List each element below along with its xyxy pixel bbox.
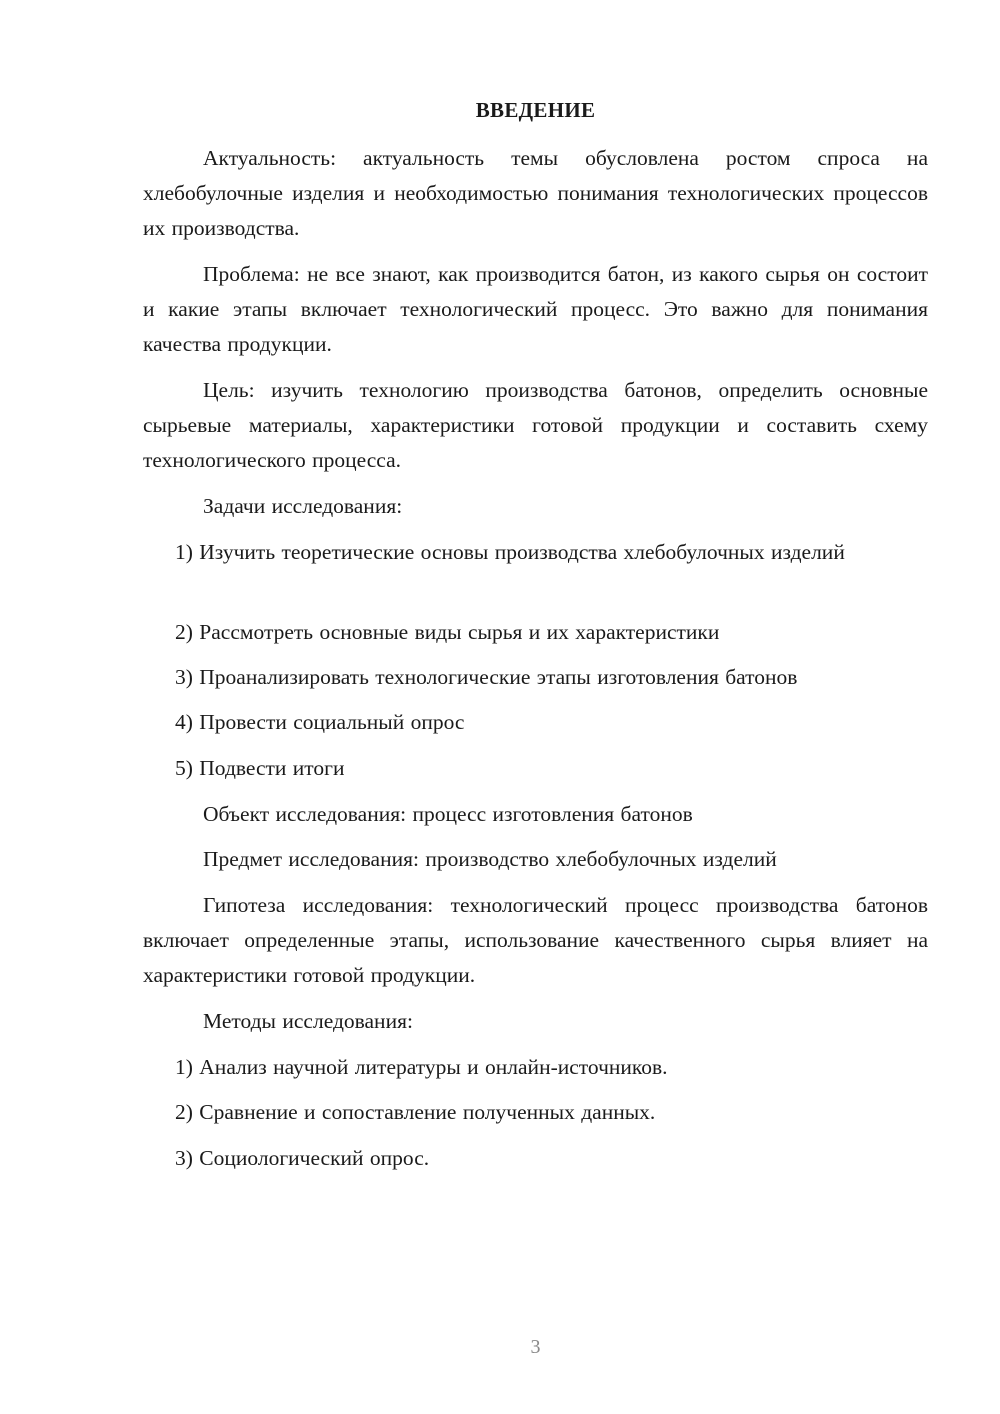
task-item-1: 1) Изучить теоретические основы производства хлебобулочных изделий (175, 540, 845, 564)
task-item-3: 3) Проанализировать технологические этапы изготовления батонов (175, 665, 798, 689)
goal-paragraph: Цель: изучить технологию производства батонов, определить основные сырьевые материалы, характеристики готовой продукции и составить схему технологического процесса. (143, 378, 928, 472)
task-item-2: 2) Рассмотреть основные виды сырья и их характеристики (175, 620, 720, 644)
subject-paragraph: Предмет исследования: производство хлебобулочных изделий (203, 847, 777, 871)
method-item-3: 3) Социологический опрос. (175, 1146, 430, 1170)
page-number: 3 (530, 1336, 541, 1358)
method-item-2: 2) Сравнение и сопоставление полученных данных. (175, 1100, 656, 1124)
methods-heading: Методы исследования: (203, 1009, 413, 1033)
tasks-heading: Задачи исследования: (203, 494, 403, 518)
problem-paragraph: Проблема: не все знают, как производится батон, из какого сырья он состоит и какие этапы включает технологический процесс. Это важно для понимания качества продукции. (143, 262, 928, 356)
task-item-5: 5) Подвести итоги (175, 756, 345, 780)
task-item-4: 4) Провести социальный опрос (175, 710, 465, 734)
hypothesis-paragraph: Гипотеза исследования: технологический процесс производства батонов включает определенные этапы, использование качественного сырья влияет на характеристики готовой продукции. (143, 893, 928, 987)
relevance-paragraph: Актуальность: актуальность темы обусловлена ростом спроса на хлебобулочные изделия и необходимостью понимания технологических процессов их производства. (143, 146, 928, 240)
object-paragraph: Объект исследования: процесс изготовления батонов (203, 802, 693, 826)
method-item-1: 1) Анализ научной литературы и онлайн-источников. (175, 1055, 668, 1079)
page-title: ВВЕДЕНИЕ (475, 98, 596, 122)
